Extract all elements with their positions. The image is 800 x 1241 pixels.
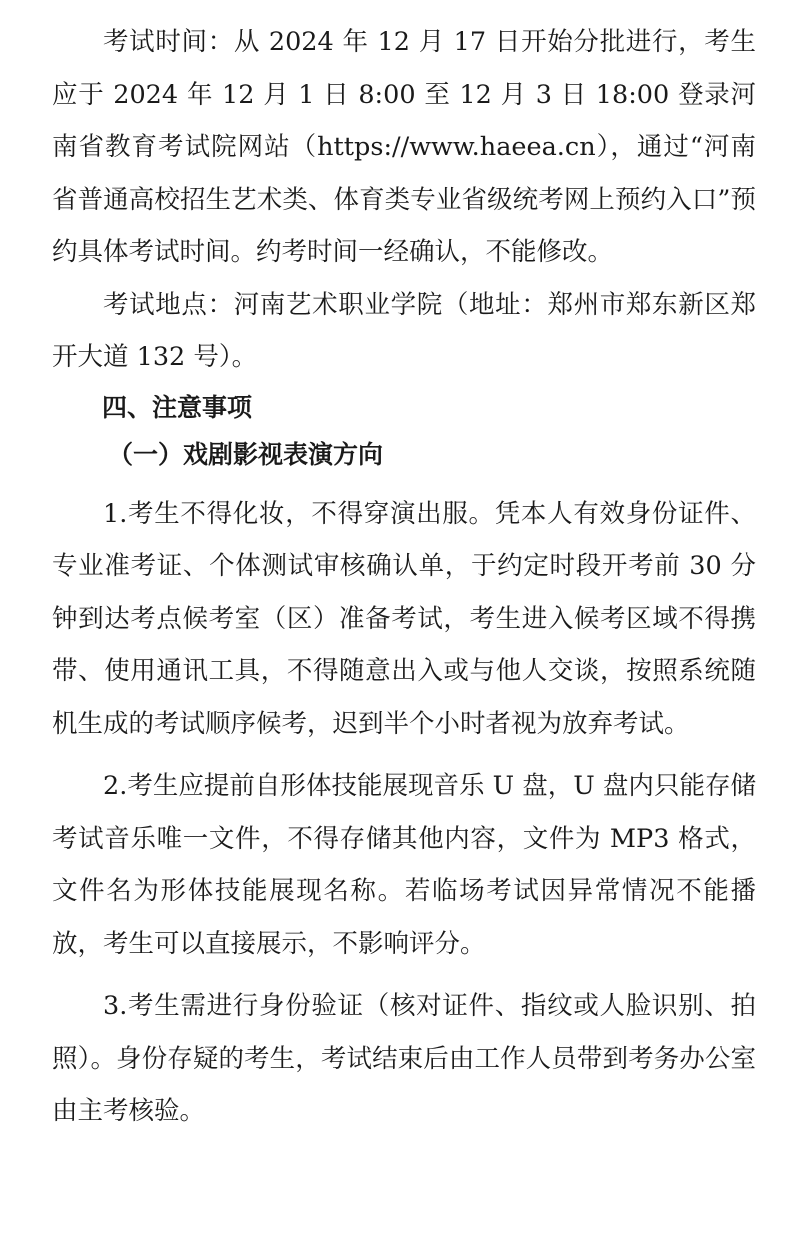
section-heading-notes: 四、注意事项 (102, 392, 253, 422)
paragraph-exam-time: 考试时间：从 2024 年 12 月 17 日开始分批进行，考生应于 2024 年 12 月 1 日 8:00 至 12 月 3 日 18:00 登录河南省教育考试院网站（https://www.haeea.cn），通过“河南省普通高校招生艺术类、体育类专业省级统考网上预约入口”预约具体考试时间。约考时间一经确认，不能修改。 (52, 27, 756, 267)
paragraph-item-3: 3.考生需进行身份验证（核对证件、指纹或人脸识别、拍照）。身份存疑的考生，考试结束后由工作人员带到考务办公室由主考核验。 (52, 991, 756, 1126)
paragraph-item-1: 1.考生不得化妆，不得穿演出服。凭本人有效身份证件、专业准考证、个体测试审核确认单，于约定时段开考前 30 分钟到达考点候考室（区）准备考试，考生进入候考区域不得携带、使用通讯工具，不得随意出入或与他人交谈，按照系统随机生成的考试顺序候考，迟到半个小时者视为放弃考试。 (52, 498, 756, 739)
subheading-drama-film-performance: （一）戏剧影视表演方向 (108, 439, 384, 469)
paragraph-exam-location: 考试地点：河南艺术职业学院（地址：郑州市郑东新区郑开大道 132 号）。 (52, 289, 756, 372)
paragraph-item-2: 2.考生应提前自形体技能展现音乐 U 盘，U 盘内只能存储考试音乐唯一文件，不得存储其他内容，文件为 MP3 格式，文件名为形体技能展现名称。若临场考试因异常情况不能播放，考生可以直接展示，不影响评分。 (52, 771, 756, 959)
